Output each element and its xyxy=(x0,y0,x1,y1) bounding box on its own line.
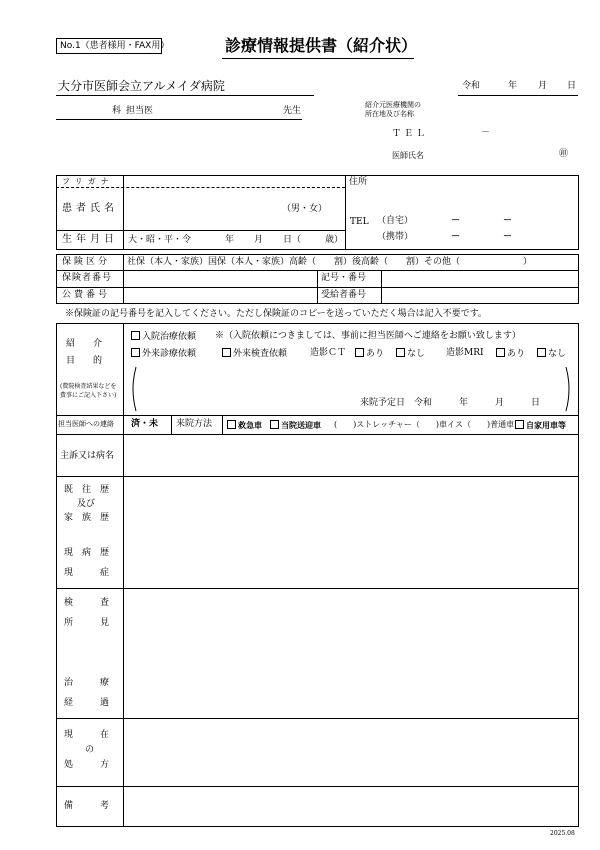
exam-option[interactable]: 外来検査依頼 xyxy=(222,348,287,359)
exam-label-2: 所 見 xyxy=(64,618,110,628)
recipient-number-label: 受給者番号 xyxy=(321,290,367,300)
admission-note: ※（入院依頼につきましては、事前に担当医師へご連絡をお願い致します） xyxy=(215,331,521,341)
referrer-tel-dash: － xyxy=(481,128,491,138)
own-car-option[interactable]: 自家用車等 xyxy=(515,420,566,430)
purpose-bracket-left xyxy=(128,366,138,412)
birth-day: 日（ xyxy=(283,235,302,245)
doctor-name-label: 医師氏名 xyxy=(392,151,424,160)
contact-status: 済・未 xyxy=(131,419,159,429)
recipient-hospital: 大分市医師会立アルメイダ病院 xyxy=(58,79,225,93)
form-version: 2025.08 xyxy=(550,830,575,837)
insurance-kubun-options: 社保（本人・家族）国保（本人・家族）高齢（ 割）後高齢（ 割）その他（ ） xyxy=(127,257,533,267)
birth-year: 年 xyxy=(225,235,235,245)
title-underline xyxy=(222,58,414,59)
purpose-label-1: 紹 介 xyxy=(66,339,103,349)
doctor-label: 担当医 xyxy=(126,106,154,116)
ct-no-option[interactable]: なし xyxy=(396,348,425,359)
form-number: No.1（患者様用・FAX用） xyxy=(60,41,170,51)
purpose-sub-2: 費事にご記入下さい) xyxy=(60,392,117,399)
admission-checkbox[interactable] xyxy=(131,331,140,340)
address-label: 住所 xyxy=(349,177,368,187)
contact-label: 担当医師への連絡 xyxy=(58,420,114,428)
mri-no-checkbox[interactable] xyxy=(537,348,546,357)
insurance-kubun-label: 保険区分 xyxy=(62,257,111,267)
birth-era: 大・昭・平・令 xyxy=(128,235,192,245)
tel-mobile: （携帯） xyxy=(377,232,414,242)
ct-label: 造影ＣＴ xyxy=(310,348,347,358)
tel-label: TEL xyxy=(350,217,369,227)
dept-suffix: 科 xyxy=(112,106,122,116)
mri-label: 造影MRI xyxy=(446,348,484,358)
referrer-tel-label: ＴＥＬ xyxy=(392,129,429,139)
present-label-1: 現 病 歴 xyxy=(64,548,110,558)
birth-age: 歳） xyxy=(325,235,344,245)
history-label-1: 既 往 歴 xyxy=(64,485,110,495)
seal-icon: ㊞ xyxy=(559,149,569,159)
ct-no-checkbox[interactable] xyxy=(396,348,405,357)
present-label-2: 現 症 xyxy=(64,568,110,578)
method-label: 来院方法 xyxy=(176,419,213,429)
purpose-sub-1: (費院検査結果などを xyxy=(60,383,117,390)
prescription-label-2: の xyxy=(85,745,95,755)
page-title: 診療情報提供書（紹介状） xyxy=(225,36,418,55)
date-year: 年 xyxy=(508,81,518,91)
exam-label-1: 検 査 xyxy=(64,598,110,608)
prescription-label-3: 処 方 xyxy=(64,760,110,770)
insurance-note: ※保険証の記号番号を記入してください。ただし保険証のコピーを送っていただく場合は記入不要です。 xyxy=(65,309,487,319)
referrer-name-label: 所在地及び名称 xyxy=(365,110,414,118)
purpose-bracket-right xyxy=(564,366,574,412)
transport-options: ( )ストレッチャー（ )車イス（ )普通車 xyxy=(334,420,515,429)
sex-options: （男・女） xyxy=(282,204,328,214)
hospital-car-option[interactable]: 当院送迎車 xyxy=(270,420,321,430)
hospital-car-checkbox[interactable] xyxy=(270,420,279,429)
furigana-label: フリガナ xyxy=(62,177,114,186)
outpatient-option[interactable]: 外来診療依頼 xyxy=(131,348,196,359)
remarks-label: 備 考 xyxy=(64,801,110,811)
purpose-label-2: 目 的 xyxy=(66,356,103,366)
mri-no-option[interactable]: なし xyxy=(537,348,566,359)
outpatient-checkbox[interactable] xyxy=(131,348,140,357)
sensei: 先生 xyxy=(283,106,302,116)
birth-month: 月 xyxy=(254,235,264,245)
treatment-label-1: 治 療 xyxy=(64,678,110,688)
ct-yes-option[interactable]: あり xyxy=(355,348,384,359)
treatment-label-2: 経 過 xyxy=(64,698,110,708)
insurer-number-label: 保険者番号 xyxy=(62,273,113,283)
history-label-2: 及び xyxy=(77,499,96,509)
patient-name-label: 患者氏名 xyxy=(62,203,118,214)
emergency-checkbox[interactable] xyxy=(227,420,236,429)
mri-yes-option[interactable]: あり xyxy=(496,348,525,359)
prescription-label-1: 現 在 xyxy=(64,730,110,740)
birth-label: 生年月日 xyxy=(62,234,118,245)
complaint-label: 主訴又は病名 xyxy=(60,451,115,461)
emergency-option[interactable]: 救急車 xyxy=(227,420,262,430)
public-number-label: 公費番号 xyxy=(62,290,111,300)
ct-yes-checkbox[interactable] xyxy=(355,348,364,357)
mri-yes-checkbox[interactable] xyxy=(496,348,505,357)
tel-home: （自宅） xyxy=(377,216,414,226)
visit-date: 来院予定日 令和 年 月 日 xyxy=(360,398,541,408)
date-reiwa: 令和 xyxy=(462,81,481,91)
date-day: 日 xyxy=(567,81,577,91)
symbol-number-label: 記号・番号 xyxy=(321,273,367,283)
history-label-3: 家 族 歴 xyxy=(64,513,110,523)
exam-checkbox[interactable] xyxy=(222,348,231,357)
referrer-address-label: 紹介元医療機関の xyxy=(365,101,421,109)
own-car-checkbox[interactable] xyxy=(515,420,524,429)
date-month: 月 xyxy=(538,81,548,91)
admission-option[interactable]: 入院治療依頼 xyxy=(131,331,196,342)
